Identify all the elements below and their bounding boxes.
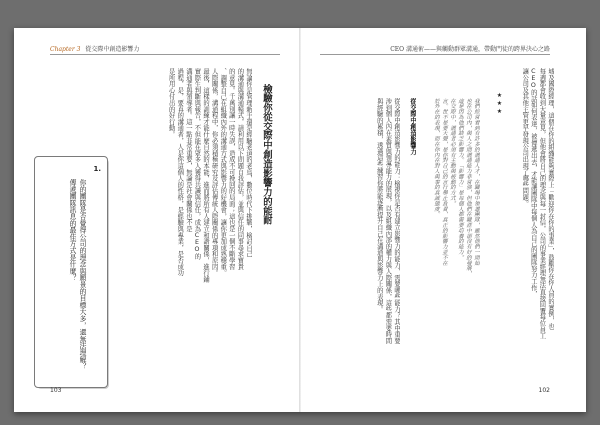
paragraph: CEO的話如何表達，被傳遞出去，才能讓團隊中每個人為自己的團隊努力工作， <box>529 68 537 297</box>
paragraph: 溝通者與領導者。這一點非常重要，無論是社會關係也不是 <box>184 68 192 232</box>
left-running-header <box>50 44 139 53</box>
paragraph: 最後，這樣的訓練才能什麼自然的本能，進而將所有人建立和諧關係，進行鋪 <box>202 68 210 283</box>
question-callout-box <box>34 156 108 388</box>
chapter-title: 從交際中創造影響力 <box>85 46 140 53</box>
book-spread <box>14 28 586 412</box>
right-page-number: 102 <box>538 387 550 394</box>
right-page-quote <box>424 98 480 348</box>
right-page-intro <box>514 68 554 378</box>
left-header-rule <box>50 54 280 55</box>
callout-text <box>47 179 87 375</box>
callout-number: 1. <box>93 165 101 173</box>
paragraph: 是所用心付出的好行動。 <box>167 68 175 138</box>
left-page-number: 103 <box>50 387 62 394</box>
paragraph: 過程，是，要真的溝通者，人是你這個人的性格，是經驗與專業，是否成功 <box>176 68 184 276</box>
paragraph: 實際生判斷與報告，不但能在眾多人獲得共識與信任，成為CEO的 <box>193 68 201 260</box>
paragraph: 讓公司及其他主管更早發現公司出現了哪些問題。 <box>521 68 529 207</box>
section-divider-stars: ★★★ <box>496 92 503 116</box>
chapter-label: Chapter 3 <box>50 46 81 53</box>
paragraph: 、調整自己在組織內外的溝通方式與影響力的好機會，讓你更加成熟穩重。 <box>219 68 227 276</box>
right-header-rule <box>320 54 550 55</box>
quote-line: 我們經常看到有許多的溝通人才，在職場中領導團隊，雖然他們一開始 <box>473 98 479 266</box>
quote-line: 於外在的表現，而在你內在對人與事的真誠態度。 <box>433 98 439 217</box>
paragraph: 的溝通與溝通模式，請利用以下問題自我評估，並與信任的同事尋求寶貴 <box>236 68 244 270</box>
right-page-body <box>332 98 400 378</box>
quote-line: 也在公司內，與人之間溝通能力非常強，但他們在職涯中卻沒有好的發展， <box>465 98 471 277</box>
callout-line: 你的團隊是否覺得公司的理念與願景的目標大多，還無法理解？ <box>78 179 86 370</box>
book-gutter <box>299 28 301 412</box>
left-page-body <box>122 68 252 378</box>
callout-line: 傳遞團隊訊息的最佳方式是什麼？ <box>68 179 76 281</box>
paragraph: 人際關係，溝通程中，你必須積極研究及評估傳統人際關係的專項和原因。 <box>210 68 218 276</box>
paragraph: 與經驗的累積，透過這些練習你將能逐漸提升自己在溝通與影響力上的表現。 <box>375 98 383 313</box>
paragraph: 無論你是管理新手還是經驗老道的老鳥，數位時代下挑戰，檢討自己 <box>245 68 252 257</box>
paragraph: 的意見。千萬別讓一時失誤，造成不可挽回的局面；這也是一個不斷學習 <box>227 68 235 270</box>
paragraph: 涉到個人內在素質與領導能力的展現，以及組織內部的權力與人際關係，這些都需要時間 <box>384 98 392 344</box>
paragraph: 從交際中創造影響力的能力：檢視你是否有建立影響力的能力，需要哪些能力？其中重要 <box>393 98 400 344</box>
quote-line: 這是因為他們缺乏影響力。「影響力」是每個人都需要培養的能力。 <box>457 98 463 260</box>
left-page-heading: 檢驗你從交際中創造影響力的能耐 <box>261 84 272 225</box>
paragraph: 城及國際經理，這個在你的組織能夠實際上「歡迎你在你的事業」，鼓勵你在你人員的實例，也 <box>547 68 554 330</box>
right-running-header: CEO 溝通術——與觸動群眾溝通，帶動門徒的跨界決心之路 <box>390 46 550 53</box>
right-page-inline-heading: 從交際中創造影響力 <box>409 98 416 155</box>
quote-line: 在交際中，溝通者必須有主動與被動的方式。 <box>449 98 455 206</box>
quote-line: 言。世不是要大聲，是你對自己的言行舉止負責，真正的影響力並不在 <box>441 98 447 266</box>
paragraph: 每週都會收到大量意見，但他會將自己的理念與每一封信，公司的事業經理無法直接回覆每位員工 <box>538 68 546 339</box>
